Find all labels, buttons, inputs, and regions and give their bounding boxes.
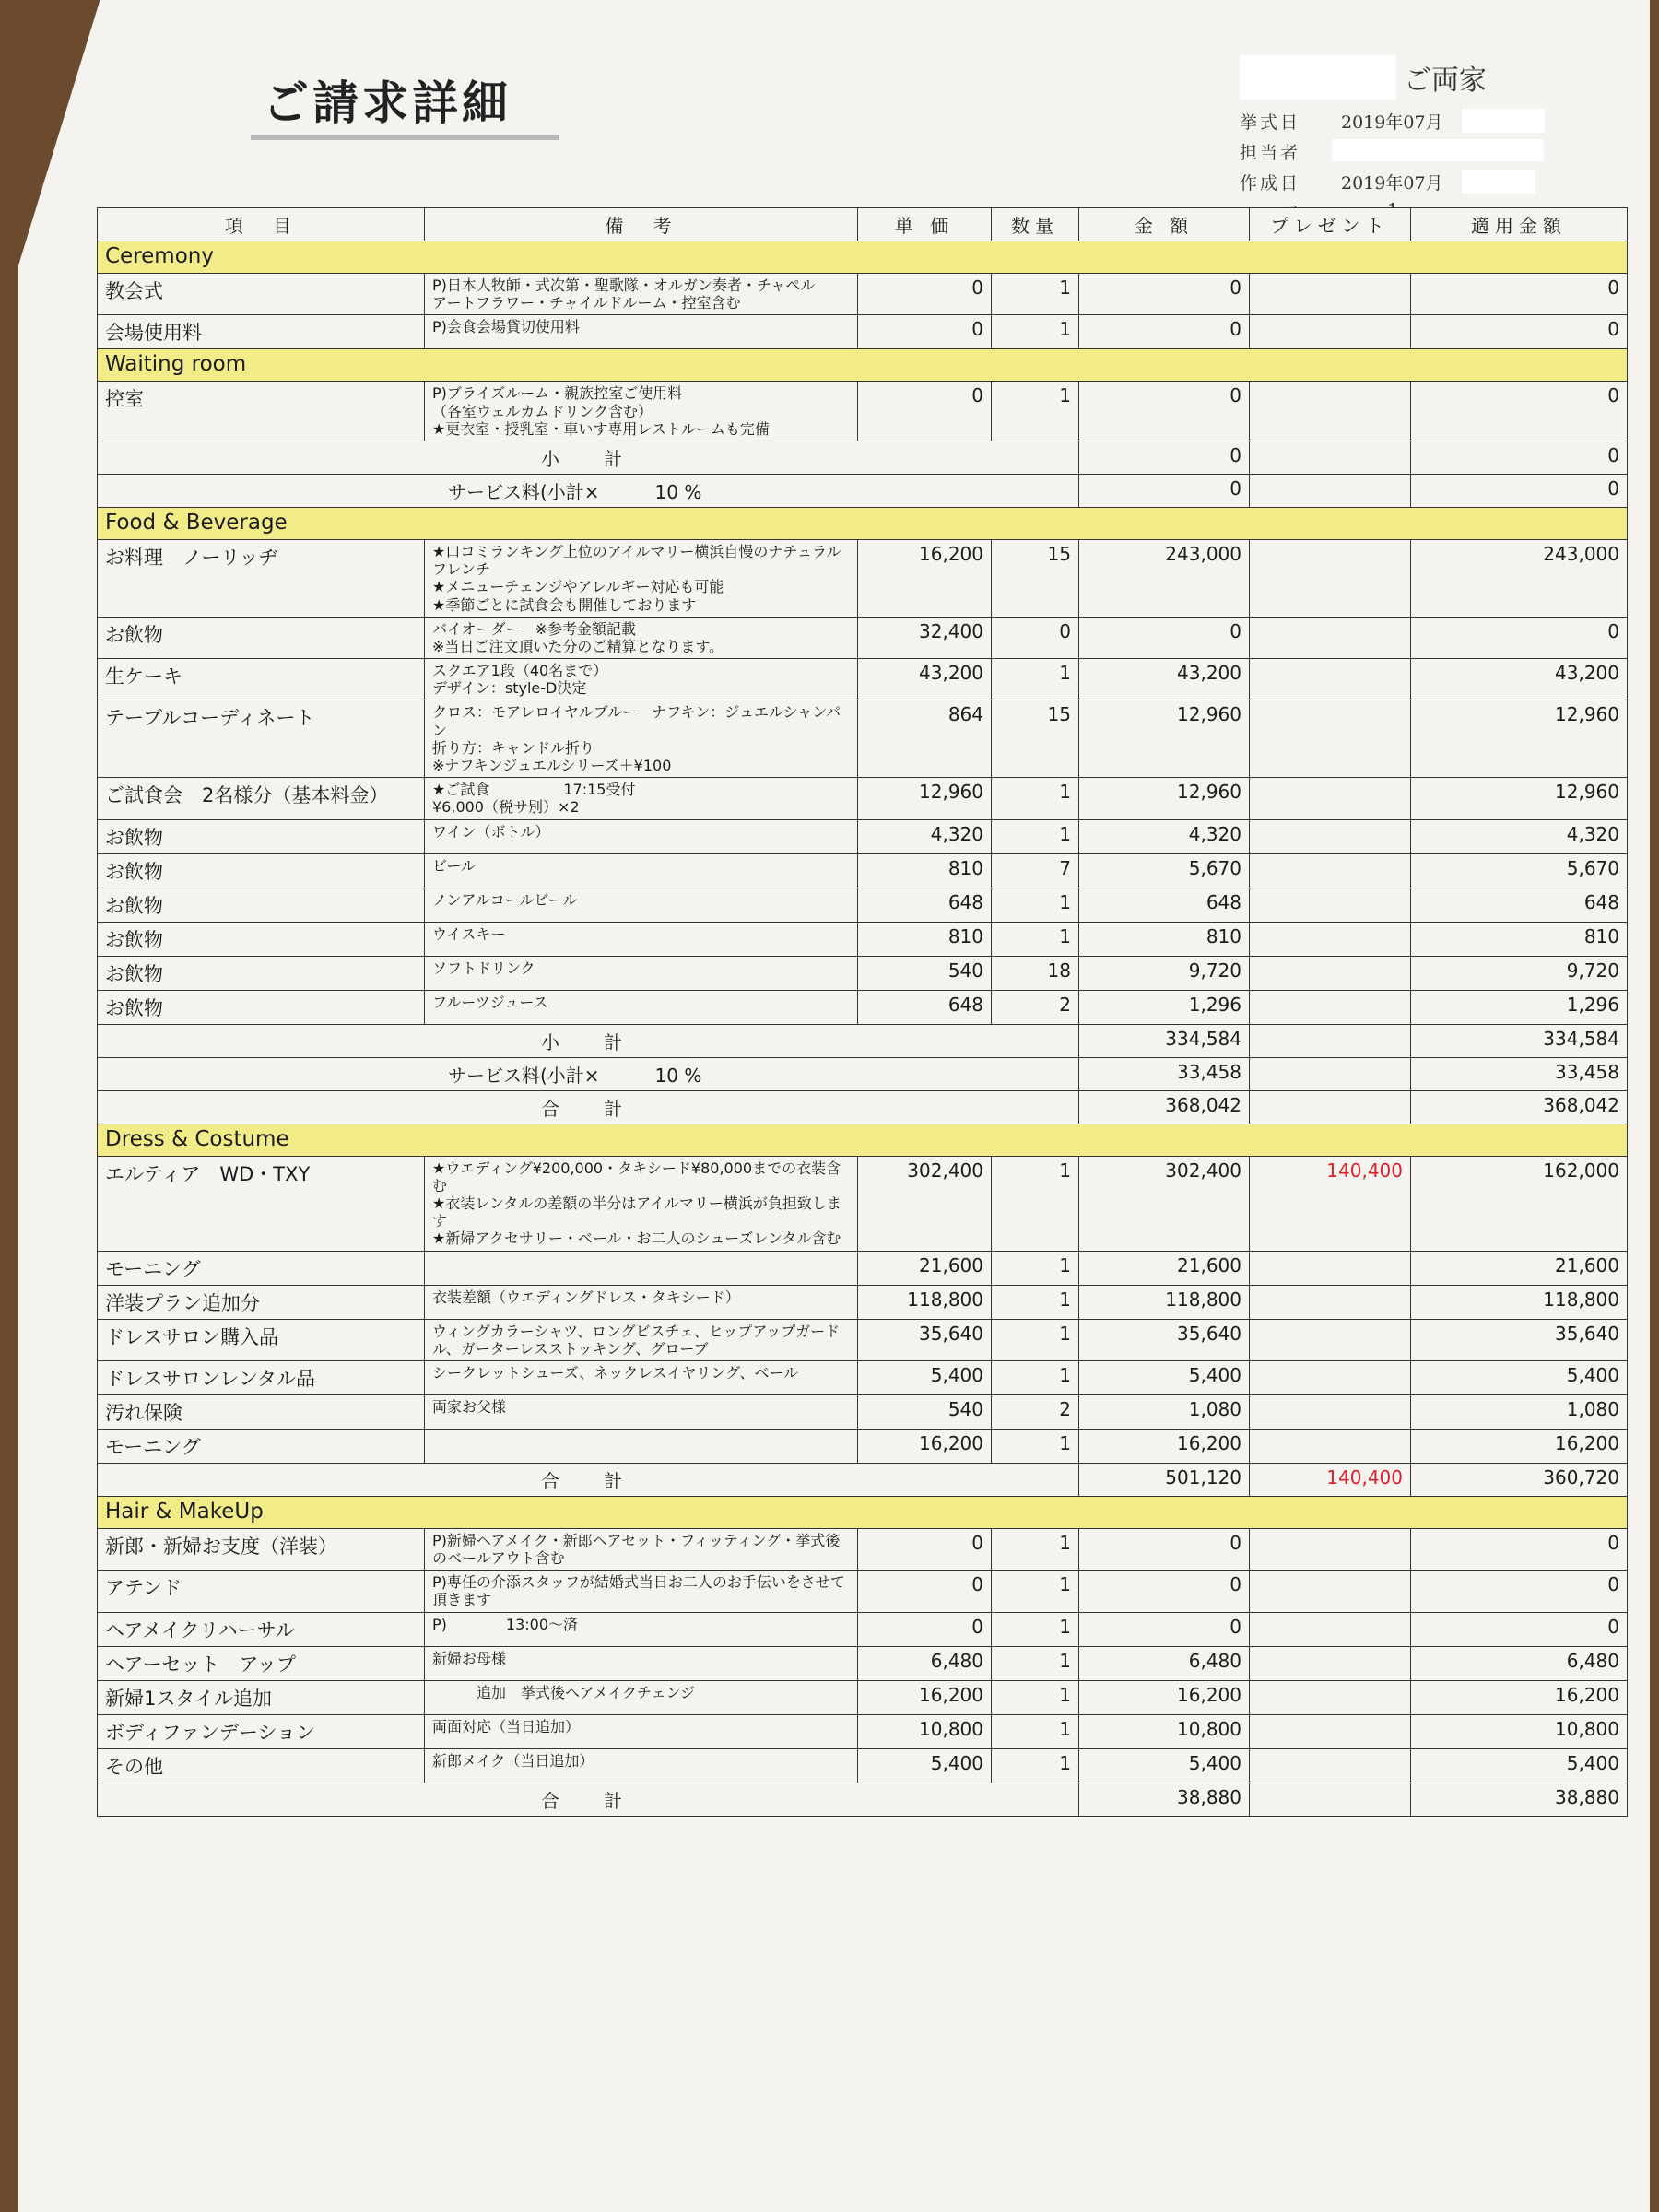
qty-cell: 1 [992,382,1079,441]
applied-cell: 1,296 [1411,990,1628,1024]
page-title: ご請求詳細 [263,76,512,130]
note-cell: P)専任の介添スタッフが結婚式当日お二人のお手伝いをさせて頂きます [425,1571,858,1612]
qty-cell: 1 [992,1360,1079,1394]
staff-label: 担当者 [1240,143,1301,163]
table-row [98,274,1628,315]
ceremony-date-value: 2019年07月 [1341,112,1443,133]
amount-cell: 6,480 [1079,1646,1250,1680]
col-amount-header: 金 額 [1079,208,1250,241]
family-row [1240,55,1571,100]
item-cell: アテンド [98,1571,425,1612]
present-cell [1250,1571,1411,1612]
ceremony-date-line [1240,109,1571,134]
table-row [98,819,1628,853]
present-cell [1250,1285,1411,1319]
total-row-amount: 38,880 [1079,1783,1250,1816]
invoice-body [98,241,1628,1817]
service-charge-row-present [1250,474,1411,507]
note-cell [425,1429,858,1463]
item-cell: ボディファンデーション [98,1714,425,1748]
note-cell: 追加 挙式後ヘアメイクチェンジ [425,1680,858,1714]
item-cell: 教会式 [98,274,425,315]
applied-cell: 0 [1411,315,1628,349]
present-cell [1250,922,1411,956]
qty-cell: 0 [992,617,1079,658]
applied-cell: 0 [1411,1571,1628,1612]
table-row [98,1748,1628,1783]
note-cell: P)新婦ヘアメイク・新郎ヘアセット・フィッティング・挙式後のベールアウト含む [425,1528,858,1570]
unit-price-cell: 864 [858,700,992,778]
present-cell [1250,1528,1411,1570]
service-charge-row-label: サービス料(小計× 10 % [98,1057,1079,1090]
section-title: Waiting room [98,349,1628,382]
table-row [98,700,1628,778]
note-cell [425,1251,858,1285]
section-header-food [98,507,1628,539]
present-cell [1250,1429,1411,1463]
amount-cell: 0 [1079,1528,1250,1570]
section-title: Food & Beverage [98,507,1628,539]
applied-cell: 16,200 [1411,1429,1628,1463]
applied-cell: 4,320 [1411,819,1628,853]
subtotal-row [98,441,1628,474]
note-cell: クロス：モアレロイヤルブルー ナフキン：ジュエルシャンパン 折り方：キャンドル折り ※ナフキンジュエルシリーズ＋¥100 [425,700,858,778]
table-row [98,617,1628,658]
note-cell: フルーツジュース [425,990,858,1024]
created-value: 2019年07月 [1341,173,1443,194]
service-charge-row-applied: 33,458 [1411,1057,1628,1090]
column-header-row [98,208,1628,241]
unit-price-cell: 810 [858,853,992,888]
item-cell: テーブルコーディネート [98,700,425,778]
applied-cell: 12,960 [1411,700,1628,778]
note-cell: スクエア1段（40名まで） デザイン：style-D決定 [425,659,858,700]
qty-cell: 7 [992,853,1079,888]
amount-cell: 21,600 [1079,1251,1250,1285]
table-row [98,1285,1628,1319]
unit-price-cell: 648 [858,888,992,922]
item-cell: 汚れ保険 [98,1394,425,1429]
unit-price-cell: 648 [858,990,992,1024]
amount-cell: 5,400 [1079,1748,1250,1783]
total-row-amount: 501,120 [1079,1463,1250,1496]
redacted-created [1462,170,1535,194]
unit-price-cell: 10,800 [858,1714,992,1748]
total-row-label: 合 計 [98,1783,1079,1816]
total-row-applied: 368,042 [1411,1090,1628,1124]
service-charge-row [98,1057,1628,1090]
applied-cell: 16,200 [1411,1680,1628,1714]
service-charge-row-applied: 0 [1411,474,1628,507]
item-cell: 生ケーキ [98,659,425,700]
col-present-header: プレゼント [1250,208,1411,241]
title-underline [251,135,559,140]
qty-cell: 1 [992,1680,1079,1714]
amount-cell: 12,960 [1079,700,1250,778]
amount-cell: 9,720 [1079,956,1250,990]
qty-cell: 1 [992,659,1079,700]
present-cell [1250,382,1411,441]
table-row [98,922,1628,956]
present-cell [1250,659,1411,700]
note-cell: ★ウエディング¥200,000・タキシード¥80,000までの衣装含む ★衣装レンタルの差額の半分はアイルマリー横浜が負担致します ★新婦アクセサリー・ベール・お二人のシューズレンタル含む [425,1156,858,1251]
note-cell: 両家お父様 [425,1394,858,1429]
total-row-amount: 368,042 [1079,1090,1250,1124]
total-row-present [1250,1783,1411,1816]
present-cell [1250,700,1411,778]
amount-cell: 0 [1079,1612,1250,1646]
total-row-applied: 38,880 [1411,1783,1628,1816]
total-row-present: 140,400 [1250,1463,1411,1496]
unit-price-cell: 4,320 [858,819,992,853]
qty-cell: 1 [992,1156,1079,1251]
note-cell: ウイスキー [425,922,858,956]
present-cell: 140,400 [1250,1156,1411,1251]
applied-cell: 10,800 [1411,1714,1628,1748]
applied-cell: 9,720 [1411,956,1628,990]
col-price-header: 単 価 [858,208,992,241]
present-cell [1250,1251,1411,1285]
qty-cell: 1 [992,922,1079,956]
note-cell: バイオーダー ※参考金額記載 ※当日ご注文頂いた分のご精算となります。 [425,617,858,658]
present-cell [1250,1360,1411,1394]
item-cell: 会場使用料 [98,315,425,349]
item-cell: 控室 [98,382,425,441]
amount-cell: 810 [1079,922,1250,956]
table-row [98,956,1628,990]
amount-cell: 16,200 [1079,1680,1250,1714]
qty-cell: 1 [992,778,1079,819]
header-info [1240,55,1571,225]
table-row [98,1714,1628,1748]
applied-cell: 35,640 [1411,1319,1628,1360]
applied-cell: 810 [1411,922,1628,956]
note-cell: シークレットシューズ、ネックレスイヤリング、ベール [425,1360,858,1394]
amount-cell: 243,000 [1079,539,1250,617]
applied-cell: 0 [1411,274,1628,315]
subtotal-row-label: 小 計 [98,1024,1079,1057]
present-cell [1250,1612,1411,1646]
note-cell: 新婦お母様 [425,1646,858,1680]
applied-cell: 162,000 [1411,1156,1628,1251]
applied-cell: 1,080 [1411,1394,1628,1429]
present-cell [1250,1319,1411,1360]
present-cell [1250,819,1411,853]
unit-price-cell: 12,960 [858,778,992,819]
qty-cell: 1 [992,1285,1079,1319]
note-cell: ウィングカラーシャツ、ロングビスチェ、ヒップアップガードル、ガーターレスストッキング、グローブ [425,1319,858,1360]
section-header-waiting [98,349,1628,382]
item-cell: ヘアーセット アップ [98,1646,425,1680]
qty-cell: 1 [992,274,1079,315]
redacted-name [1240,55,1396,100]
applied-cell: 12,960 [1411,778,1628,819]
present-cell [1250,956,1411,990]
amount-cell: 1,080 [1079,1394,1250,1429]
unit-price-cell: 0 [858,1528,992,1570]
applied-cell: 43,200 [1411,659,1628,700]
present-cell [1250,990,1411,1024]
subtotal-row-amount: 0 [1079,441,1250,474]
subtotal-row-label: 小 計 [98,441,1079,474]
item-cell: お料理 ノーリッヂ [98,539,425,617]
unit-price-cell: 32,400 [858,617,992,658]
table-row [98,1360,1628,1394]
subtotal-row-present [1250,441,1411,474]
table-row [98,1429,1628,1463]
applied-cell: 648 [1411,888,1628,922]
amount-cell: 0 [1079,617,1250,658]
note-cell: ★口コミランキング上位のアイルマリー横浜自慢のナチュラルフレンチ ★メニューチェンジやアレルギー対応も可能 ★季節ごとに試食会も開催しております [425,539,858,617]
unit-price-cell: 0 [858,382,992,441]
present-cell [1250,1748,1411,1783]
unit-price-cell: 16,200 [858,1680,992,1714]
applied-cell: 5,400 [1411,1748,1628,1783]
note-cell: ★ご試食 17:15受付 ¥6,000（税サ別）×2 [425,778,858,819]
qty-cell: 15 [992,700,1079,778]
qty-cell: 1 [992,1251,1079,1285]
unit-price-cell: 0 [858,315,992,349]
item-cell: 新婦1スタイル追加 [98,1680,425,1714]
table-row [98,1394,1628,1429]
total-row [98,1090,1628,1124]
service-charge-row-present [1250,1057,1411,1090]
table-row [98,539,1628,617]
table-row [98,1528,1628,1570]
note-cell: P)会食会場貸切使用料 [425,315,858,349]
qty-cell: 1 [992,1571,1079,1612]
present-cell [1250,1714,1411,1748]
item-cell: エルティア WD・TXY [98,1156,425,1251]
present-cell [1250,853,1411,888]
unit-price-cell: 540 [858,956,992,990]
present-cell [1250,1394,1411,1429]
qty-cell: 1 [992,1429,1079,1463]
redacted-date [1462,109,1545,133]
qty-cell: 15 [992,539,1079,617]
amount-cell: 43,200 [1079,659,1250,700]
note-cell: ワイン（ボトル） [425,819,858,853]
applied-cell: 5,670 [1411,853,1628,888]
amount-cell: 0 [1079,382,1250,441]
section-title: Dress & Costume [98,1124,1628,1156]
applied-cell: 6,480 [1411,1646,1628,1680]
service-charge-row-amount: 0 [1079,474,1250,507]
table-row [98,1646,1628,1680]
amount-cell: 10,800 [1079,1714,1250,1748]
item-cell: お飲物 [98,819,425,853]
note-cell: P)ブライズルーム・親族控室ご使用料 （各室ウェルカムドリンク含む） ★更衣室・授乳室・車いす専用レストルームも完備 [425,382,858,441]
present-cell [1250,888,1411,922]
amount-cell: 302,400 [1079,1156,1250,1251]
unit-price-cell: 302,400 [858,1156,992,1251]
present-cell [1250,617,1411,658]
amount-cell: 1,296 [1079,990,1250,1024]
qty-cell: 1 [992,819,1079,853]
present-cell [1250,1680,1411,1714]
amount-cell: 35,640 [1079,1319,1250,1360]
item-cell: お飲物 [98,888,425,922]
note-cell: P) 13:00～済 [425,1612,858,1646]
unit-price-cell: 6,480 [858,1646,992,1680]
item-cell: モーニング [98,1251,425,1285]
section-header-ceremony [98,241,1628,274]
item-cell: ヘアメイクリハーサル [98,1612,425,1646]
table-row [98,315,1628,349]
qty-cell: 1 [992,1319,1079,1360]
subtotal-row-applied: 0 [1411,441,1628,474]
amount-cell: 5,670 [1079,853,1250,888]
amount-cell: 4,320 [1079,819,1250,853]
total-row-present [1250,1090,1411,1124]
amount-cell: 16,200 [1079,1429,1250,1463]
service-charge-row [98,474,1628,507]
amount-cell: 0 [1079,315,1250,349]
present-cell [1250,274,1411,315]
item-cell: お飲物 [98,853,425,888]
applied-cell: 21,600 [1411,1251,1628,1285]
unit-price-cell: 5,400 [858,1748,992,1783]
applied-cell: 118,800 [1411,1285,1628,1319]
present-cell [1250,539,1411,617]
item-cell: 洋装プラン追加分 [98,1285,425,1319]
table-row [98,888,1628,922]
total-row-applied: 360,720 [1411,1463,1628,1496]
table-row [98,1319,1628,1360]
amount-cell: 12,960 [1079,778,1250,819]
applied-cell: 243,000 [1411,539,1628,617]
applied-cell: 5,400 [1411,1360,1628,1394]
subtotal-row [98,1024,1628,1057]
table-row [98,1156,1628,1251]
note-cell: 両面対応（当日追加） [425,1714,858,1748]
col-qty-header: 数量 [992,208,1079,241]
note-cell: ソフトドリンク [425,956,858,990]
item-cell: お飲物 [98,956,425,990]
qty-cell: 18 [992,956,1079,990]
qty-cell: 2 [992,1394,1079,1429]
qty-cell: 1 [992,1714,1079,1748]
table-row [98,659,1628,700]
total-row-label: 合 計 [98,1090,1079,1124]
applied-cell: 0 [1411,1528,1628,1570]
section-title: Ceremony [98,241,1628,274]
table-row [98,382,1628,441]
service-charge-row-label: サービス料(小計× 10 % [98,474,1079,507]
amount-cell: 0 [1079,1571,1250,1612]
total-row [98,1463,1628,1496]
qty-cell: 2 [992,990,1079,1024]
qty-cell: 1 [992,1612,1079,1646]
unit-price-cell: 810 [858,922,992,956]
qty-cell: 1 [992,1528,1079,1570]
unit-price-cell: 0 [858,1612,992,1646]
qty-cell: 1 [992,1748,1079,1783]
note-cell: 衣装差額（ウエディングドレス・タキシード） [425,1285,858,1319]
section-header-dress [98,1124,1628,1156]
subtotal-row-present [1250,1024,1411,1057]
qty-cell: 1 [992,1646,1079,1680]
unit-price-cell: 5,400 [858,1360,992,1394]
table-row [98,1680,1628,1714]
item-cell: ドレスサロン購入品 [98,1319,425,1360]
table-row [98,853,1628,888]
present-cell [1250,315,1411,349]
note-cell: 新郎メイク（当日追加） [425,1748,858,1783]
created-line [1240,170,1571,194]
item-cell: お飲物 [98,922,425,956]
unit-price-cell: 0 [858,274,992,315]
invoice-table [97,207,1628,1817]
subtotal-row-amount: 334,584 [1079,1024,1250,1057]
col-note-header: 備 考 [425,208,858,241]
amount-cell: 0 [1079,274,1250,315]
created-label: 作成日 [1240,173,1301,194]
applied-cell: 0 [1411,382,1628,441]
item-cell: 新郎・新婦お支度（洋装） [98,1528,425,1570]
qty-cell: 1 [992,315,1079,349]
item-cell: お飲物 [98,990,425,1024]
applied-cell: 0 [1411,617,1628,658]
col-applied-header: 適用金額 [1411,208,1628,241]
note-cell: ビール [425,853,858,888]
amount-cell: 5,400 [1079,1360,1250,1394]
item-cell: お飲物 [98,617,425,658]
total-row-label: 合 計 [98,1463,1079,1496]
applied-cell: 0 [1411,1612,1628,1646]
section-header-hair [98,1496,1628,1528]
present-cell [1250,778,1411,819]
staff-line [1240,139,1571,164]
redacted-staff [1332,139,1544,161]
table-row [98,1612,1628,1646]
table-row [98,778,1628,819]
unit-price-cell: 16,200 [858,1429,992,1463]
subtotal-row-applied: 334,584 [1411,1024,1628,1057]
service-charge-row-amount: 33,458 [1079,1057,1250,1090]
amount-cell: 648 [1079,888,1250,922]
ceremony-date-label: 挙式日 [1240,112,1301,133]
note-cell: ノンアルコールビール [425,888,858,922]
table-row [98,1571,1628,1612]
item-cell: ご試食会 2名様分（基本料金） [98,778,425,819]
section-title: Hair & MakeUp [98,1496,1628,1528]
item-cell: ドレスサロンレンタル品 [98,1360,425,1394]
present-cell [1250,1646,1411,1680]
unit-price-cell: 43,200 [858,659,992,700]
col-item-header: 項 目 [98,208,425,241]
qty-cell: 1 [992,888,1079,922]
item-cell: モーニング [98,1429,425,1463]
unit-price-cell: 540 [858,1394,992,1429]
table-row [98,1251,1628,1285]
unit-price-cell: 0 [858,1571,992,1612]
unit-price-cell: 118,800 [858,1285,992,1319]
note-cell: P)日本人牧師・式次第・聖歌隊・オルガン奏者・チャペル アートフラワー・チャイルドルーム・控室含む [425,274,858,315]
item-cell: その他 [98,1748,425,1783]
amount-cell: 118,800 [1079,1285,1250,1319]
family-suffix: ご両家 [1404,65,1487,97]
total-row [98,1783,1628,1816]
table-row [98,990,1628,1024]
unit-price-cell: 21,600 [858,1251,992,1285]
unit-price-cell: 35,640 [858,1319,992,1360]
unit-price-cell: 16,200 [858,539,992,617]
